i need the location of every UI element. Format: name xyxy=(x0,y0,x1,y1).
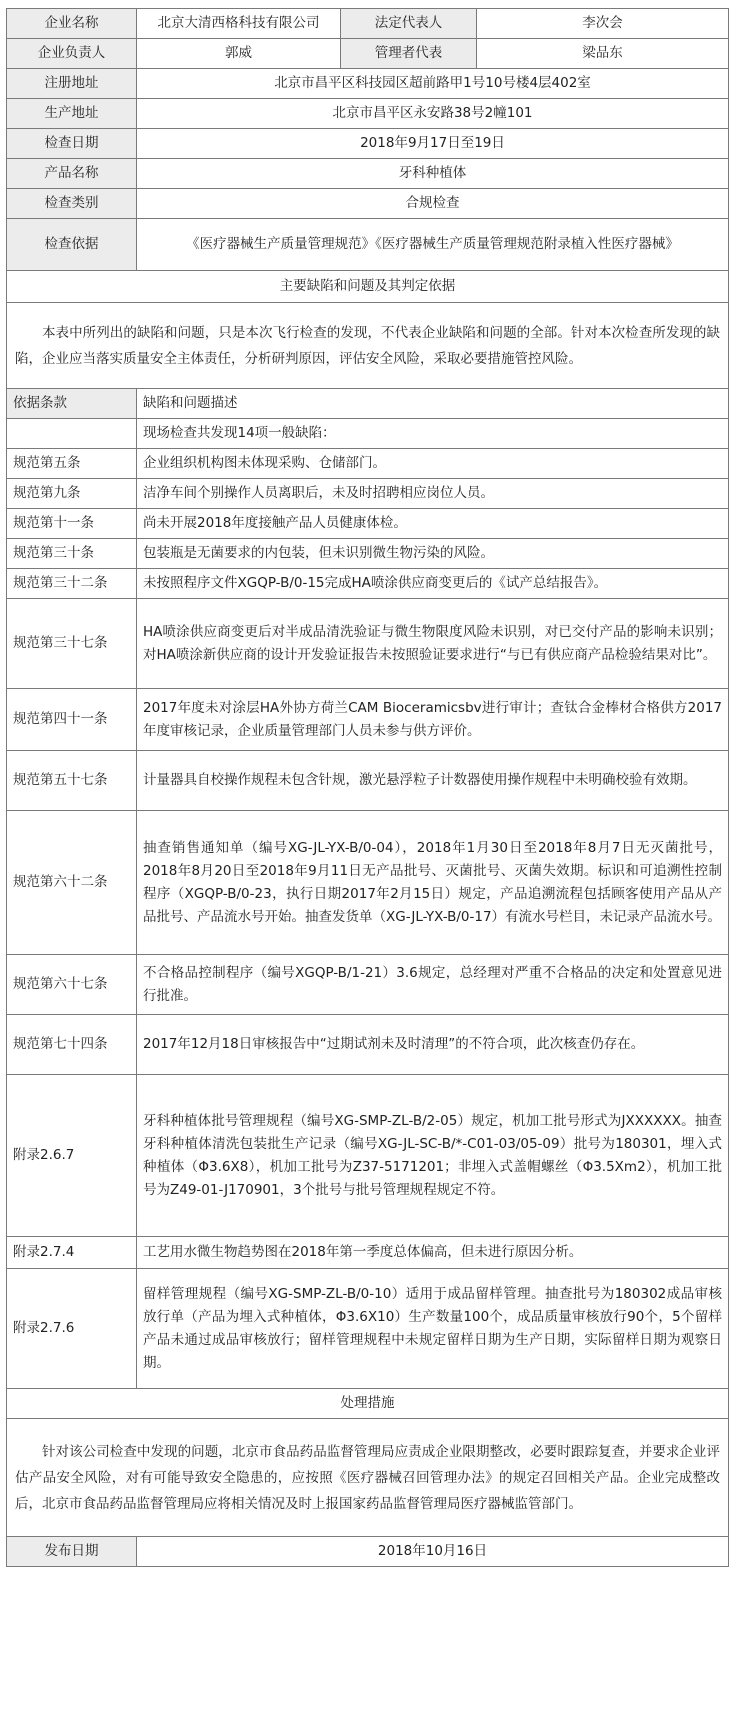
measures-text: 针对该公司检查中发现的问题，北京市食品药品监督管理局应责成企业限期整改，必要时跟踪复查，并要求企业评估产品安全风险，对有可能导致安全隐患的，应按照《医疗器械召回管理办法》的规定召回相关产品。企业完成整改后，北京市食品药品监督管理局应将相关情况及时上报国家药品监督管理局医疗器械监管部门。 xyxy=(7,1419,729,1537)
desc-cell: 牙科种植体批号管理规程（编号XG-SMP-ZL-B/2-05）规定，机加工批号形式为JXXXXXX。抽查牙科种植体清洗包装批生产记录（编号XG-JL-SC-B/*-C01-03/05-09）批号为180301，埋入式种植体（Φ3.6X8），机加工批号为Z37-5171201；非埋入式盖帽螺丝（Φ3.5Xm2），机加工批号为Z49-01-J170901，3个批号与批号管理规程规定不符。 xyxy=(137,1075,729,1237)
desc-cell: 未按照程序文件XGQP-B/0-15完成HA喷涂供应商变更后的《试产总结报告》。 xyxy=(137,569,729,599)
responsible-label: 企业负责人 xyxy=(7,39,137,69)
table-row xyxy=(7,811,729,955)
clause-cell: 附录2.7.6 xyxy=(7,1269,137,1389)
table-row xyxy=(7,955,729,1015)
reg-address-label: 注册地址 xyxy=(7,69,137,99)
responsible: 郭威 xyxy=(137,39,341,69)
desc-cell: 尚未开展2018年度接触产品人员健康体检。 xyxy=(137,509,729,539)
clause-cell: 规范第七十四条 xyxy=(7,1015,137,1075)
inspection-report xyxy=(6,8,728,1567)
publish-label: 发布日期 xyxy=(7,1537,137,1567)
row-measures-heading xyxy=(7,1389,729,1419)
summary-empty-cell xyxy=(7,419,137,449)
row-inspect-type xyxy=(7,189,729,219)
defects-heading: 主要缺陷和问题及其判定依据 xyxy=(7,271,729,303)
row-measures xyxy=(7,1419,729,1537)
row-inspect-basis xyxy=(7,219,729,271)
desc-cell: 洁净车间个别操作人员离职后，未及时招聘相应岗位人员。 xyxy=(137,479,729,509)
desc-cell: HA喷涂供应商变更后对半成品清洗验证与微生物限度风险未识别，对已交付产品的影响未识别；对HA喷涂新供应商的设计开发验证报告未按照验证要求进行“与已有供应商产品检验结果对比”。 xyxy=(137,599,729,689)
product-label: 产品名称 xyxy=(7,159,137,189)
col-desc-header: 缺陷和问题描述 xyxy=(137,389,729,419)
clause-cell: 规范第九条 xyxy=(7,479,137,509)
company-name: 北京大清西格科技有限公司 xyxy=(137,9,341,39)
row-prod-address xyxy=(7,99,729,129)
desc-cell: 2017年12月18日审核报告中“过期试剂未及时清理”的不符合项，此次核查仍存在。 xyxy=(137,1015,729,1075)
col-clause-header: 依据条款 xyxy=(7,389,137,419)
inspect-type-label: 检查类别 xyxy=(7,189,137,219)
clause-cell: 规范第三十条 xyxy=(7,539,137,569)
table-row xyxy=(7,449,729,479)
desc-cell: 计量器具自校操作规程未包含针规，激光悬浮粒子计数器使用操作规程中未明确校验有效期。 xyxy=(137,751,729,811)
manager-rep-label: 管理者代表 xyxy=(341,39,477,69)
desc-cell: 企业组织机构图未体现采购、仓储部门。 xyxy=(137,449,729,479)
desc-cell: 抽查销售通知单（编号XG-JL-YX-B/0-04），2018年1月30日至2018年8月7日无灭菌批号，2018年8月20日至2018年9月11日无产品批号、灭菌批号、灭菌失效期。标识和可追溯性控制程序（XGQP-B/0-23，执行日期2017年2月15日）规定，产品追溯流程包括顾客使用产品从产品批号、产品流水号开始。抽查发货单（XG-JL-YX-B/0-17）有流水号栏目，未记录产品流水号。 xyxy=(137,811,729,955)
summary-text: 现场检查共发现14项一般缺陷： xyxy=(137,419,729,449)
row-responsible xyxy=(7,39,729,69)
table-row xyxy=(7,689,729,751)
table-row xyxy=(7,1015,729,1075)
company-name-label: 企业名称 xyxy=(7,9,137,39)
reg-address: 北京市昌平区科技园区超前路甲1号10号楼4层402室 xyxy=(137,69,729,99)
table-row xyxy=(7,479,729,509)
publish-date: 2018年10月16日 xyxy=(137,1537,729,1567)
legal-rep-label: 法定代表人 xyxy=(341,9,477,39)
table-row xyxy=(7,1237,729,1269)
table-row xyxy=(7,751,729,811)
report-table xyxy=(6,8,729,1567)
row-product xyxy=(7,159,729,189)
inspect-date: 2018年9月17日至19日 xyxy=(137,129,729,159)
prod-address: 北京市昌平区永安路38号2幢101 xyxy=(137,99,729,129)
prod-address-label: 生产地址 xyxy=(7,99,137,129)
defects-intro: 本表中所列出的缺陷和问题，只是本次飞行检查的发现，不代表企业缺陷和问题的全部。针对本次检查所发现的缺陷，企业应当落实质量安全主体责任，分析研判原因，评估安全风险，采取必要措施管控风险。 xyxy=(7,303,729,389)
inspect-date-label: 检查日期 xyxy=(7,129,137,159)
row-defects-intro xyxy=(7,303,729,389)
clause-cell: 规范第六十二条 xyxy=(7,811,137,955)
clause-cell: 规范第五十七条 xyxy=(7,751,137,811)
table-row xyxy=(7,1075,729,1237)
inspect-basis-label: 检查依据 xyxy=(7,219,137,271)
inspect-basis: 《医疗器械生产质量管理规范》《医疗器械生产质量管理规范附录植入性医疗器械》 xyxy=(137,219,729,271)
clause-cell: 规范第六十七条 xyxy=(7,955,137,1015)
row-inspect-date xyxy=(7,129,729,159)
clause-cell: 附录2.6.7 xyxy=(7,1075,137,1237)
desc-cell: 不合格品控制程序（编号XGQP-B/1-21）3.6规定，总经理对严重不合格品的决定和处置意见进行批准。 xyxy=(137,955,729,1015)
clause-cell: 规范第十一条 xyxy=(7,509,137,539)
desc-cell: 工艺用水微生物趋势图在2018年第一季度总体偏高，但未进行原因分析。 xyxy=(137,1237,729,1269)
table-row xyxy=(7,509,729,539)
table-row xyxy=(7,599,729,689)
product: 牙科种植体 xyxy=(137,159,729,189)
desc-cell: 包装瓶是无菌要求的内包装，但未识别微生物污染的风险。 xyxy=(137,539,729,569)
row-column-headers xyxy=(7,389,729,419)
table-row xyxy=(7,569,729,599)
clause-cell: 规范第三十二条 xyxy=(7,569,137,599)
row-defects-heading xyxy=(7,271,729,303)
manager-rep: 梁品东 xyxy=(477,39,729,69)
legal-rep: 李次会 xyxy=(477,9,729,39)
table-row xyxy=(7,539,729,569)
table-row xyxy=(7,1269,729,1389)
row-reg-address xyxy=(7,69,729,99)
clause-cell: 规范第五条 xyxy=(7,449,137,479)
row-publish xyxy=(7,1537,729,1567)
desc-cell: 留样管理规程（编号XG-SMP-ZL-B/0-10）适用于成品留样管理。抽查批号为180302成品审核放行单（产品为埋入式种植体，Φ3.6X10）生产数量100个，成品质量审核放行90个，5个留样产品未通过成品审核放行；留样管理规程中未规定留样日期为生产日期，实际留样日期为观察日期。 xyxy=(137,1269,729,1389)
desc-cell: 2017年度未对涂层HA外协方荷兰CAM Bioceramicsbv进行审计；查钛合金棒材合格供方2017年度审核记录，企业质量管理部门人员未参与供方评价。 xyxy=(137,689,729,751)
clause-cell: 附录2.7.4 xyxy=(7,1237,137,1269)
row-summary xyxy=(7,419,729,449)
clause-cell: 规范第三十七条 xyxy=(7,599,137,689)
measures-heading: 处理措施 xyxy=(7,1389,729,1419)
clause-cell: 规范第四十一条 xyxy=(7,689,137,751)
row-company xyxy=(7,9,729,39)
inspect-type: 合规检查 xyxy=(137,189,729,219)
